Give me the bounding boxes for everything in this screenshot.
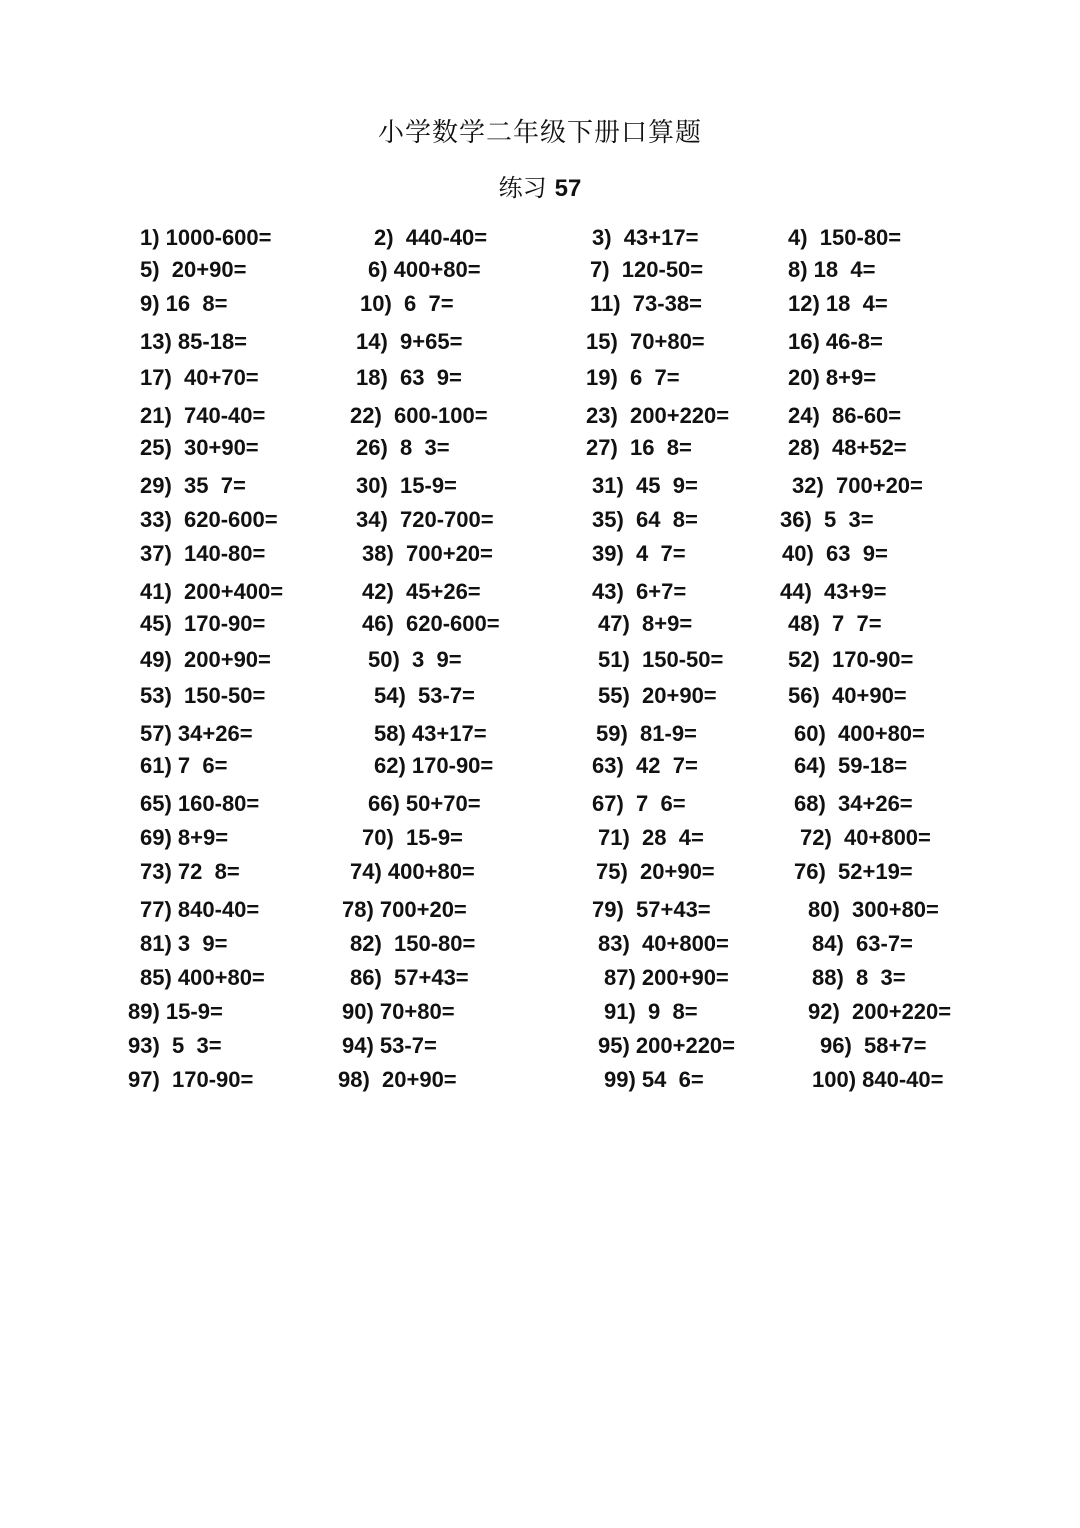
problem-57: 57) 34+26= [140,721,253,746]
exercise-number: 57 [554,175,582,202]
problem-38: 38) 700+20= [362,541,493,566]
problem-77: 77) 840-40= [140,897,260,922]
problem-95: 95) 200+220= [598,1033,736,1058]
problem-63: 63) 42 7= [592,753,698,778]
problem-84: 84) 63-7= [812,931,913,956]
problem-70: 70) 15-9= [362,825,463,850]
problem-65: 65) 160-80= [140,791,260,816]
problem-74: 74) 400+80= [350,859,475,884]
problem-97: 97) 170-90= [128,1067,254,1092]
problem-98: 98) 20+90= [338,1067,457,1092]
problem-67: 67) 7 6= [592,791,686,816]
problem-28: 28) 48+52= [788,435,907,460]
problem-66: 66) 50+70= [368,791,481,816]
problem-30: 30) 15-9= [356,473,457,498]
problem-58: 58) 43+17= [374,721,487,746]
problem-9: 9) 16 8= [140,291,228,316]
problem-20: 20) 8+9= [788,365,877,390]
problem-61: 61) 7 6= [140,753,228,778]
problem-96: 96) 58+7= [820,1033,927,1058]
problem-81: 81) 3 9= [140,931,228,956]
problem-27: 27) 16 8= [586,435,692,460]
problem-18: 18) 63 9= [356,365,462,390]
problem-50: 50) 3 9= [368,647,462,672]
problem-22: 22) 600-100= [350,403,488,428]
problem-99: 99) 54 6= [604,1067,704,1092]
problem-94: 94) 53-7= [342,1033,437,1058]
problem-47: 47) 8+9= [598,611,693,636]
problem-19: 19) 6 7= [586,365,680,390]
problem-41: 41) 200+400= [140,579,284,604]
problem-83: 83) 40+800= [598,931,729,956]
page-title: 小学数学二年级下册口算题 [377,118,702,148]
problem-2: 2) 440-40= [374,225,488,250]
problem-88: 88) 8 3= [812,965,906,990]
problem-46: 46) 620-600= [362,611,500,636]
problem-48: 48) 7 7= [788,611,882,636]
problem-37: 37) 140-80= [140,541,266,566]
problem-36: 36) 5 3= [780,507,874,532]
problem-60: 60) 400+80= [794,721,925,746]
problem-52: 52) 170-90= [788,647,914,672]
problem-13: 13) 85-18= [140,329,248,354]
problem-56: 56) 40+90= [788,683,907,708]
problem-31: 31) 45 9= [592,473,698,498]
problem-11: 11) 73-38= [590,291,702,316]
problem-82: 82) 150-80= [350,931,476,956]
problem-86: 86) 57+43= [350,965,469,990]
problem-33: 33) 620-600= [140,507,278,532]
problem-23: 23) 200+220= [586,403,730,428]
problem-26: 26) 8 3= [356,435,450,460]
problem-59: 59) 81-9= [596,721,697,746]
problem-71: 71) 28 4= [598,825,704,850]
problem-69: 69) 8+9= [140,825,229,850]
problem-53: 53) 150-50= [140,683,266,708]
problem-3: 3) 43+17= [592,225,699,250]
problem-25: 25) 30+90= [140,435,259,460]
problem-89: 89) 15-9= [128,999,223,1024]
problem-62: 62) 170-90= [374,753,494,778]
problem-92: 92) 200+220= [808,999,952,1024]
problem-93: 93) 5 3= [128,1033,222,1058]
problem-55: 55) 20+90= [598,683,717,708]
problem-32: 32) 700+20= [792,473,923,498]
exercise-label: 练习 [498,174,547,202]
problem-44: 44) 43+9= [780,579,887,604]
problem-91: 91) 9 8= [604,999,698,1024]
problem-79: 79) 57+43= [592,897,711,922]
problem-51: 51) 150-50= [598,647,724,672]
problem-64: 64) 59-18= [794,753,908,778]
problem-6: 6) 400+80= [368,257,481,282]
problem-16: 16) 46-8= [788,329,883,354]
problem-24: 24) 86-60= [788,403,902,428]
problem-76: 76) 52+19= [794,859,913,884]
problem-8: 8) 18 4= [788,257,876,282]
problem-21: 21) 740-40= [140,403,266,428]
problem-15: 15) 70+80= [586,329,705,354]
problem-12: 12) 18 4= [788,291,888,316]
problem-42: 42) 45+26= [362,579,481,604]
problem-1: 1) 1000-600= [140,225,272,250]
problem-78: 78) 700+20= [342,897,467,922]
problem-17: 17) 40+70= [140,365,259,390]
problem-39: 39) 4 7= [592,541,686,566]
problem-14: 14) 9+65= [356,329,463,354]
problem-40: 40) 63 9= [782,541,888,566]
problem-29: 29) 35 7= [140,473,246,498]
problem-72: 72) 40+800= [800,825,931,850]
exercise-heading [0,168,1080,203]
problem-80: 80) 300+80= [808,897,939,922]
problem-75: 75) 20+90= [596,859,715,884]
problem-7: 7) 120-50= [590,257,704,282]
problem-100: 100) 840-40= [812,1067,944,1092]
problem-73: 73) 72 8= [140,859,240,884]
problem-5: 5) 20+90= [140,257,247,282]
problem-54: 54) 53-7= [374,683,475,708]
problem-85: 85) 400+80= [140,965,265,990]
problem-35: 35) 64 8= [592,507,698,532]
problem-68: 68) 34+26= [794,791,913,816]
problem-43: 43) 6+7= [592,579,687,604]
problem-4: 4) 150-80= [788,225,902,250]
problem-10: 10) 6 7= [360,291,454,316]
problem-87: 87) 200+90= [604,965,729,990]
problem-34: 34) 720-700= [356,507,494,532]
problem-45: 45) 170-90= [140,611,266,636]
problem-90: 90) 70+80= [342,999,455,1024]
problem-49: 49) 200+90= [140,647,271,672]
